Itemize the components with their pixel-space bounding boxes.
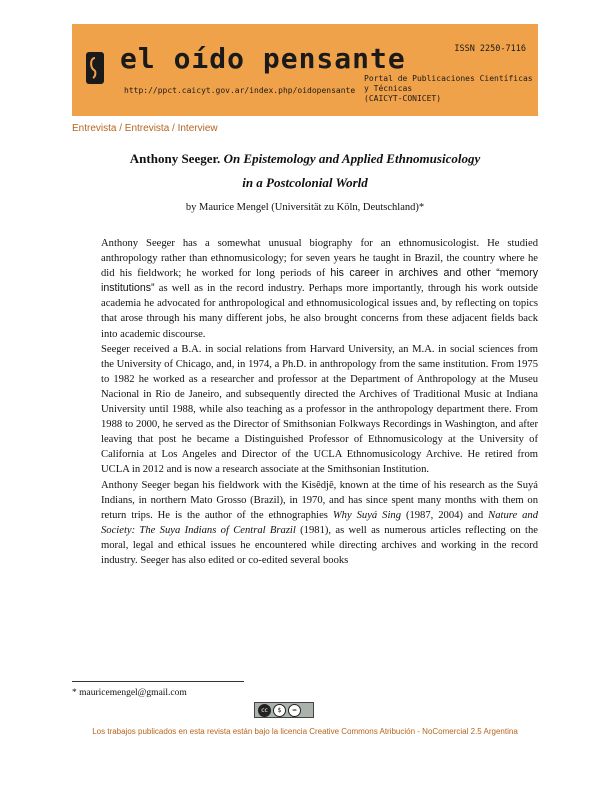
article-title-line-1 [72, 151, 538, 167]
section-label: Entrevista / Entrevista / Interview [72, 123, 218, 134]
journal-url[interactable]: http://ppct.caicyt.gov.ar/index.php/oidopensante [124, 86, 356, 95]
title-author: Anthony Seeger. [129, 151, 221, 166]
creative-commons-badge[interactable] [254, 702, 314, 718]
article-body [101, 236, 538, 568]
footnote: * mauricemengel@gmail.com [72, 688, 187, 698]
byline: by Maurice Mengel (Universität zu Köln, Deutschland)* [185, 202, 425, 213]
cc-icon: cc [258, 704, 271, 717]
journal-header-banner [72, 24, 538, 116]
ear-logo-icon [84, 48, 106, 88]
noderivs-icon: = [288, 704, 301, 717]
paragraph-1: Anthony Seeger has a somewhat unusual biography for an ethnomusicologist. He studied anthropology rather than ethnomusicology; for seven years he taught in Brazil, the country where he did his fieldwork; he worked for long periods of his career in archives and other “memory institutions” as well as in the record industry. Perhaps more importantly, through his work outside academia he advocated for anthropological and ethnomusicological issues and, by reflecting on topics that arose through his many different jobs, he also brought concerns from these adjacent fields back into academic discourse. [101, 238, 539, 340]
portal-line-1: Portal de Publicaciones Científicas y Técnicas [364, 74, 533, 93]
title-text-2: in a Postcolonial World [242, 175, 368, 190]
portal-line-2: (CAICYT-CONICET) [364, 94, 442, 103]
paragraph-3: Anthony Seeger began his fieldwork with the Kisêdjê, known at the time of his research as the Suyá Indians, in northern Mato Grosso (Brazil), in 1970, and has since spent many months with them on return trips. He is the author of the ethnographies Why Suyá Sing (1987, 2004) and Nature and Society: The Suya Indians of Central Brazil (1981), as well as numerous articles reflecting on the moral, legal and ethical issues he encountered while directing archives and working in the record industry. Seeger has also edited or co-edited several books [101, 479, 539, 566]
article-title-line-2 [72, 175, 538, 191]
title-text-1: On Epistemology and Applied Ethnomusicology [223, 151, 481, 166]
noncommercial-icon: $ [273, 704, 286, 717]
issn-label: ISSN 2250-7116 [454, 44, 526, 54]
portal-label [364, 74, 538, 104]
journal-title: el oído pensante [120, 42, 406, 75]
paragraph-2: Seeger received a B.A. in social relations from Harvard University, an M.A. in social sciences from the University of Chicago, and, in 1974, a Ph.D. in anthropology from the same institution. From 1975 to 1982 he worked as a researcher and professor at the Department of Anthropology at the Museu Nacional in Rio de Janeiro, and subsequently directed the Archives of Traditional Music at Indiana University until 1988, while also teaching as a professor in the anthropology department there. From 1988 to 2000, he served as the Director of Smithsonian Folkways Recordings in Washington, and after leaving that post he became a Distinguished Professor of Ethnomusicology at the University of California at Los Angeles and Director of the UCLA Ethnomusicology Archive. He retired from UCLA in 2012 and is now a research associate at the Smithsonian Institution. [101, 343, 538, 476]
footnote-divider [72, 681, 244, 682]
license-text: Los trabajos publicados en esta revista están bajo la licencia Creative Commons Atribución - NoComercial 2.5 Argentina [92, 727, 518, 736]
